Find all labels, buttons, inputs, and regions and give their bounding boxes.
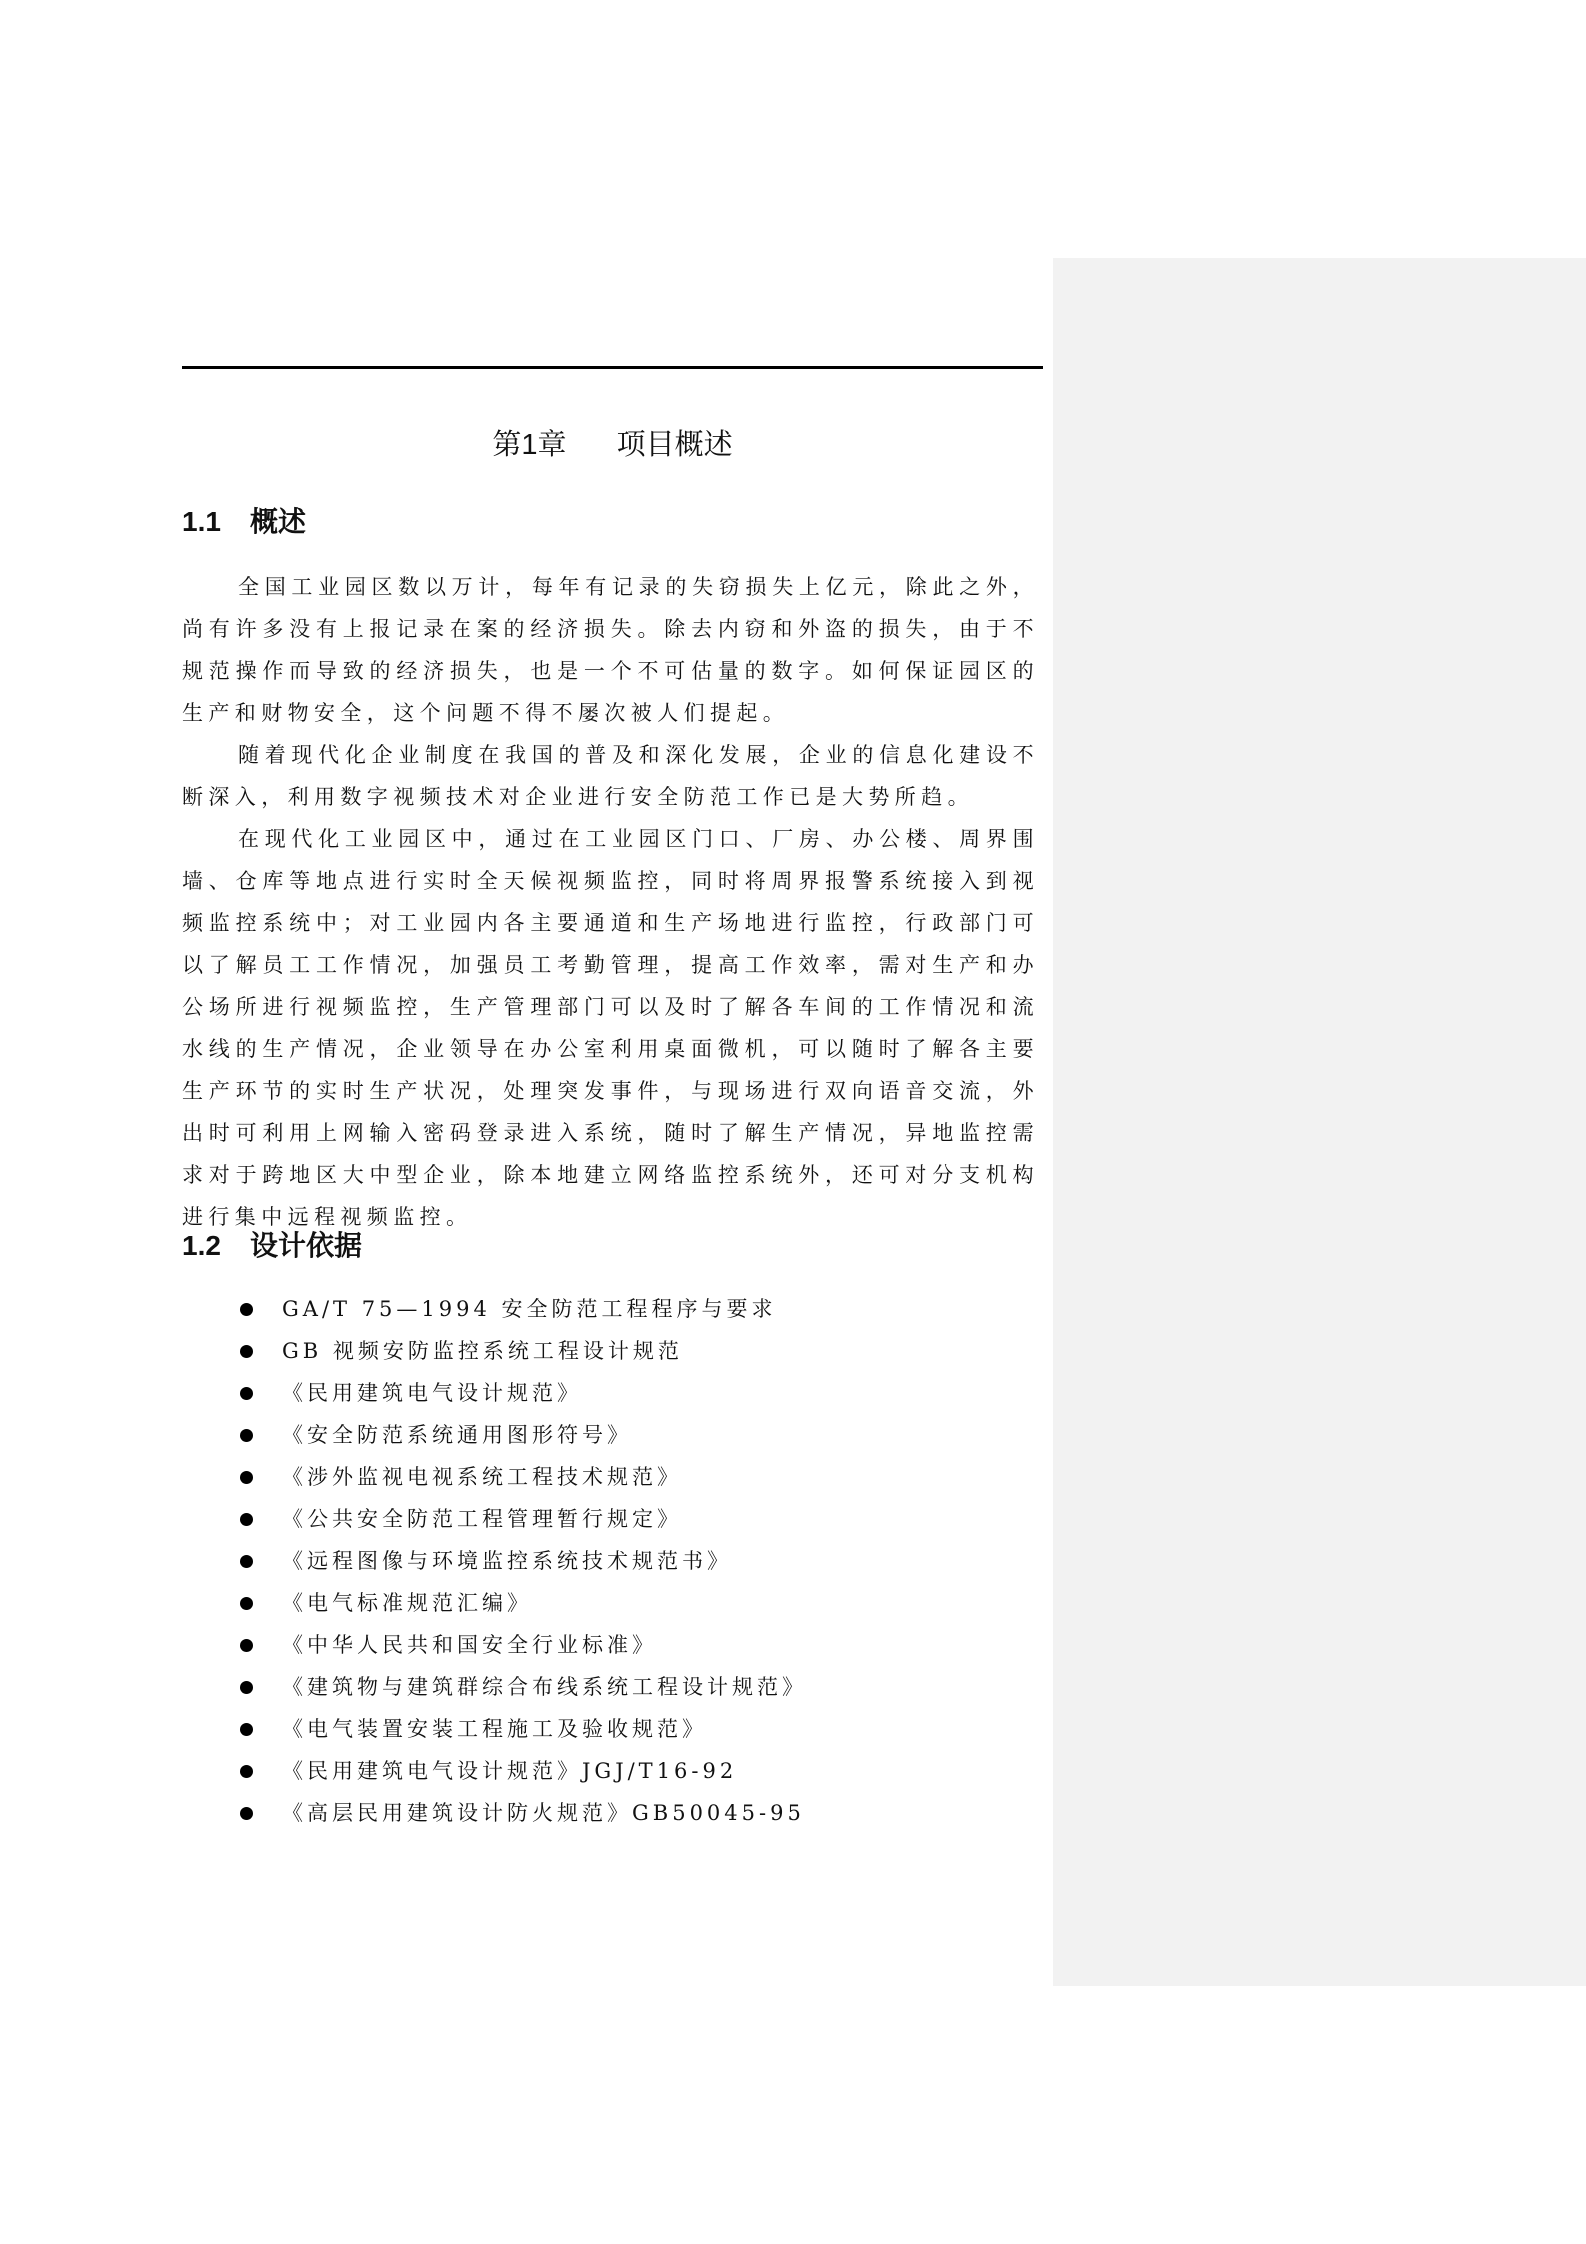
bullet-icon: [240, 1723, 253, 1736]
section-heading-1-2: [182, 1224, 362, 1264]
section-heading-1-1: [182, 500, 306, 540]
overview-body: [182, 566, 1039, 1238]
bullet-icon: [240, 1765, 253, 1778]
list-item: [240, 1456, 807, 1498]
list-item: [240, 1330, 807, 1372]
list-item: [240, 1708, 807, 1750]
list-item-text: 《建筑物与建筑群综合布线系统工程设计规范》: [282, 1675, 807, 1699]
list-item-text: 《安全防范系统通用图形符号》: [282, 1423, 632, 1447]
list-item: [240, 1792, 807, 1834]
list-item: [240, 1288, 807, 1330]
bullet-icon: [240, 1387, 253, 1400]
section-number: 1.2: [182, 1230, 221, 1261]
bullet-icon: [240, 1345, 253, 1358]
bullet-icon: [240, 1513, 253, 1526]
header-rule: [182, 366, 1043, 369]
list-item-text: 《公共安全防范工程管理暂行规定》: [282, 1507, 682, 1531]
list-item-text: 《远程图像与环境监控系统技术规范书》: [282, 1549, 732, 1573]
section-name: 设计依据: [250, 1230, 363, 1261]
list-item: [240, 1498, 807, 1540]
list-item-text: 《民用建筑电气设计规范》JGJ/T16-92: [282, 1759, 738, 1783]
bullet-icon: [240, 1429, 253, 1442]
list-item: [240, 1414, 807, 1456]
section-name: 概述: [250, 506, 307, 537]
bullet-icon: [240, 1597, 253, 1610]
list-item: [240, 1750, 807, 1792]
list-item: [240, 1624, 807, 1666]
list-item: [240, 1666, 807, 1708]
bullet-icon: [240, 1303, 253, 1316]
list-item-text: 《电气标准规范汇编》: [282, 1591, 532, 1615]
list-item-text: 《中华人民共和国安全行业标准》: [282, 1633, 657, 1657]
bullet-icon: [240, 1555, 253, 1568]
list-item: [240, 1582, 807, 1624]
list-item-text: 《涉外监视电视系统工程技术规范》: [282, 1465, 682, 1489]
list-item-text: GB 视频安防监控系统工程设计规范: [282, 1339, 683, 1363]
comment-margin-panel: [1053, 258, 1586, 1986]
reference-list: [240, 1288, 807, 1834]
paragraph: 随着现代化企业制度在我国的普及和深化发展，企业的信息化建设不断深入，利用数字视频技术对企业进行安全防范工作已是大势所趋。: [182, 743, 1039, 809]
list-item: [240, 1372, 807, 1414]
paragraph: 全国工业园区数以万计，每年有记录的失窃损失上亿元，除此之外，尚有许多没有上报记录在案的经济损失。除去内窃和外盗的损失，由于不规范操作而导致的经济损失，也是一个不可估量的数字。如何保证园区的生产和财物安全，这个问题不得不屡次被人们提起。: [182, 575, 1039, 725]
list-item-text: GA/T 75—1994 安全防范工程程序与要求: [282, 1297, 777, 1321]
list-item-text: 《民用建筑电气设计规范》: [282, 1381, 582, 1405]
bullet-icon: [240, 1807, 253, 1820]
chapter-title: [182, 422, 1043, 463]
list-item-text: 《电气装置安装工程施工及验收规范》: [282, 1717, 707, 1741]
list-item: [240, 1540, 807, 1582]
paragraph: 在现代化工业园区中，通过在工业园区门口、厂房、办公楼、周界围墙、仓库等地点进行实时全天候视频监控，同时将周界报警系统接入到视频监控系统中；对工业园内各主要通道和生产场地进行监控，行政部门可以了解员工工作情况，加强员工考勤管理，提高工作效率，需对生产和办公场所进行视频监控，生产管理部门可以及时了解各车间的工作情况和流水线的生产情况，企业领导在办公室利用桌面微机，可以随时了解各主要生产环节的实时生产状况，处理突发事件，与现场进行双向语音交流，外出时可利用上网输入密码登录进入系统，随时了解生产情况，异地监控需求对于跨地区大中型企业，除本地建立网络监控系统外，还可对分支机构进行集中远程视频监控。: [182, 827, 1039, 1229]
chapter-name: 项目概述: [616, 429, 733, 461]
list-item-text: 《高层民用建筑设计防火规范》GB50045-95: [282, 1801, 805, 1825]
bullet-icon: [240, 1471, 253, 1484]
section-number: 1.1: [182, 506, 221, 537]
chapter-number: 第1章: [492, 429, 567, 461]
bullet-icon: [240, 1681, 253, 1694]
bullet-icon: [240, 1639, 253, 1652]
